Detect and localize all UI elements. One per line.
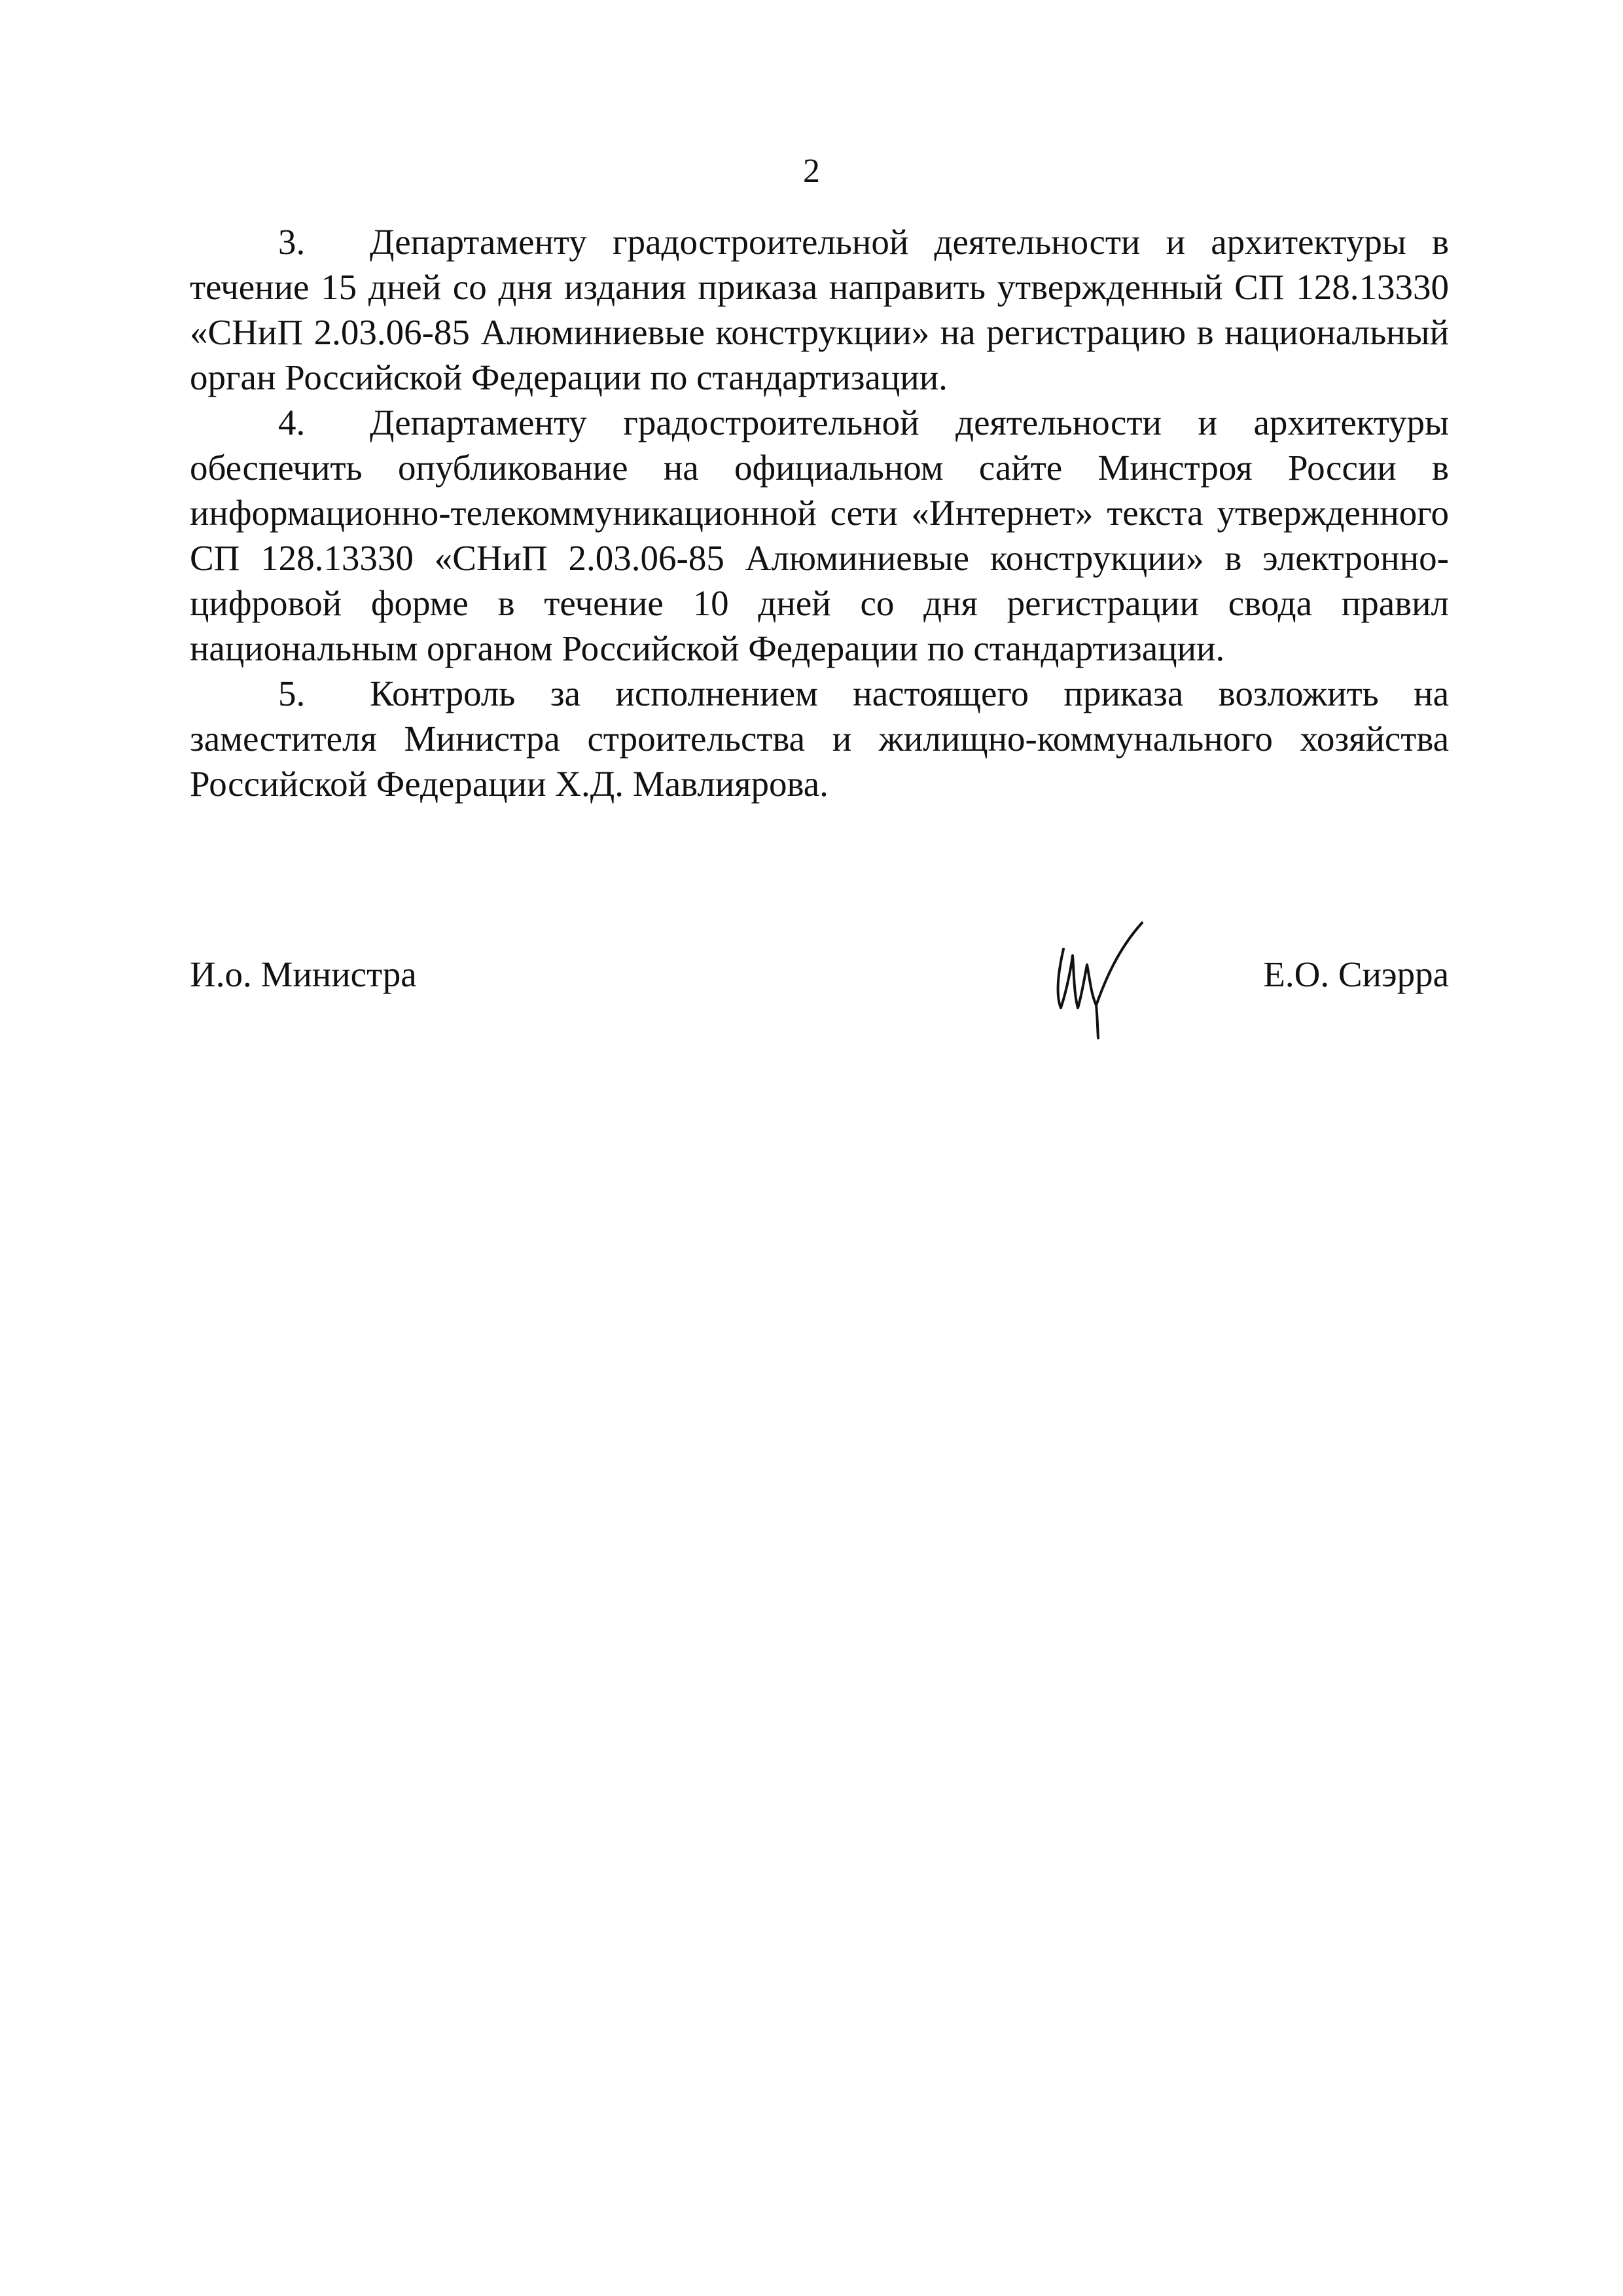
handwritten-signature	[1044, 910, 1162, 1041]
signer-title: И.о. Министра	[190, 954, 417, 994]
signature-block	[190, 910, 1449, 1041]
paragraph-number: 4.	[278, 403, 306, 442]
document-body	[190, 219, 1449, 806]
paragraph-text: Департаменту градостроительной деятельности и архитектуры в течение 15 дней со дня издания приказа направить утвержденный СП 128.13330 «СНиП 2.03.06-85 Алюминиевые конструкции» на регистрацию в национальный орган Российской Федерации по стандартизации.	[190, 222, 1449, 397]
paragraph-text: Департаменту градостроительной деятельности и архитектуры обеспечить опубликование на официальном сайте Минстроя России в информационно-телекоммуникационной сети «Интернет» текста утвержденного СП 128.13330 «СНиП 2.03.06-85 Алюминиевые конструкции» в электронно-цифровой форме в течение 10 дней со дня регистрации свода правил национальным органом Российской Федерации по стандартизации.	[190, 403, 1449, 668]
signer-name: Е.О. Сиэрра	[1263, 954, 1449, 994]
paragraph-4	[190, 400, 1449, 671]
paragraph-3	[190, 219, 1449, 400]
page-number: 2	[803, 152, 820, 190]
paragraph-text: Контроль за исполнением настоящего приказа возложить на заместителя Министра строительства и жилищно-коммунального хозяйства Российской Федерации Х.Д. Мавлиярова.	[190, 673, 1449, 804]
paragraph-number: 3.	[278, 222, 306, 262]
paragraph-number: 5.	[278, 673, 306, 713]
paragraph-5	[190, 671, 1449, 806]
